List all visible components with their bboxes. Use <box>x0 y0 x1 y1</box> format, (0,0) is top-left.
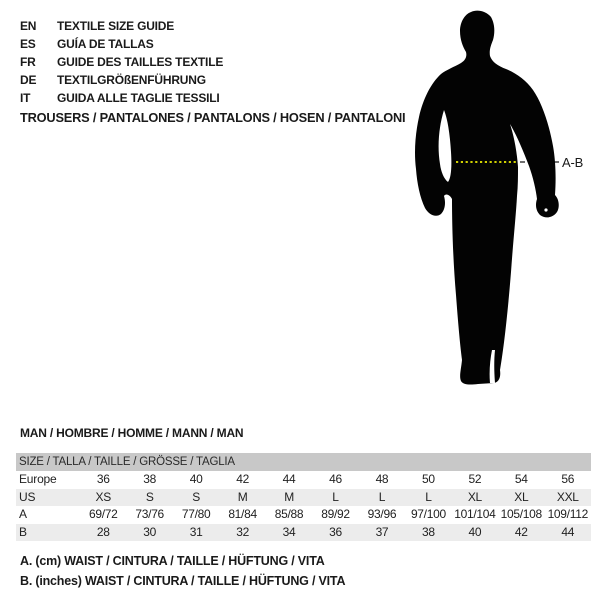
language-title: TEXTILGRÖßENFÜHRUNG <box>57 73 206 87</box>
size-value-cell: 73/76 <box>135 507 164 521</box>
size-value-cell: L <box>332 489 339 504</box>
measure-label-ab: A-B <box>562 155 584 170</box>
size-table-row <box>16 489 591 507</box>
size-value-cell: 40 <box>189 472 203 486</box>
size-value-cell: S <box>192 489 200 504</box>
size-value-cell: 42 <box>236 472 249 486</box>
size-value-cell: 77/80 <box>181 507 211 521</box>
size-value-cell: 38 <box>143 472 157 486</box>
size-value-cell: 69/72 <box>88 507 118 521</box>
size-value-cell: XL <box>514 489 529 504</box>
size-value-cell: 46 <box>329 472 342 486</box>
size-value-cell: 36 <box>96 472 110 486</box>
language-title: GUÍA DE TALLAS <box>57 37 154 51</box>
man-silhouette <box>415 11 559 385</box>
row-label-cell: A <box>19 507 27 521</box>
section-title-man: MAN / HOMBRE / HOMME / MANN / MAN <box>20 426 244 440</box>
size-value-cell: 52 <box>468 472 482 486</box>
size-value-cell: 40 <box>468 524 482 539</box>
row-label-cell: Europe <box>19 472 57 486</box>
language-title: GUIDA ALLE TAGLIE TESSILI <box>57 91 220 105</box>
size-table-row <box>16 471 591 489</box>
size-table-body <box>16 471 591 541</box>
size-value-cell: 36 <box>329 524 342 539</box>
size-value-cell: XXL <box>556 489 579 504</box>
language-code: IT <box>20 91 31 105</box>
size-table-row <box>16 524 591 542</box>
row-label-cell: US <box>19 489 36 504</box>
size-value-cell: M <box>284 489 294 504</box>
size-value-cell: 32 <box>236 524 249 539</box>
language-title: TEXTILE SIZE GUIDE <box>57 19 175 33</box>
size-value-cell: 50 <box>422 472 435 486</box>
row-label-cell: B <box>19 524 27 539</box>
size-value-cell: 34 <box>282 524 296 539</box>
size-value-cell: 56 <box>561 472 575 486</box>
footnotes <box>20 552 345 591</box>
size-value-cell: 109/112 <box>547 507 588 521</box>
size-value-cell: 44 <box>282 472 296 486</box>
size-value-cell: 101/104 <box>454 507 496 521</box>
size-value-cell: 38 <box>422 524 435 539</box>
footnote-a: A. (cm) WAIST / CINTURA / TAILLE / HÜFTUNG / VITA <box>20 554 325 568</box>
size-value-cell: 54 <box>514 472 528 486</box>
size-value-cell: XS <box>95 489 111 504</box>
category-title: TROUSERS / PANTALONES / PANTALONS / HOSEN / PANTALONI <box>20 110 406 125</box>
language-code: EN <box>20 19 37 33</box>
language-code: FR <box>20 55 36 69</box>
size-value-cell: 30 <box>143 524 157 539</box>
size-value-cell: 89/92 <box>321 507 350 521</box>
size-value-cell: 37 <box>375 524 389 539</box>
size-value-cell: 81/84 <box>228 507 257 521</box>
size-value-cell: 42 <box>514 524 528 539</box>
size-value-cell: M <box>237 489 248 504</box>
language-title: GUIDE DES TAILLES TEXTILE <box>57 55 224 69</box>
size-value-cell: 28 <box>96 524 110 539</box>
size-value-cell: L <box>378 489 386 504</box>
size-value-cell: 105/108 <box>500 507 542 521</box>
footnote-b: B. (inches) WAIST / CINTURA / TAILLE / HÜFTUNG / VITA <box>20 573 346 588</box>
size-value-cell: XL <box>467 489 482 504</box>
language-code: ES <box>20 37 36 51</box>
size-value-cell: 48 <box>375 472 389 486</box>
size-value-cell: 85/88 <box>274 507 304 521</box>
size-value-cell: S <box>145 489 154 504</box>
size-value-cell: 97/100 <box>410 507 446 521</box>
size-value-cell: L <box>425 489 432 504</box>
language-code: DE <box>20 73 37 87</box>
size-value-cell: 93/96 <box>367 507 397 521</box>
size-table-row <box>16 506 591 524</box>
fist-highlight <box>544 208 547 211</box>
size-table <box>16 453 591 541</box>
size-value-cell: 31 <box>189 524 203 539</box>
size-table-header: SIZE / TALLA / TAILLE / GRÖSSE / TAGLIA <box>16 453 591 471</box>
size-value-cell: 44 <box>561 524 575 539</box>
